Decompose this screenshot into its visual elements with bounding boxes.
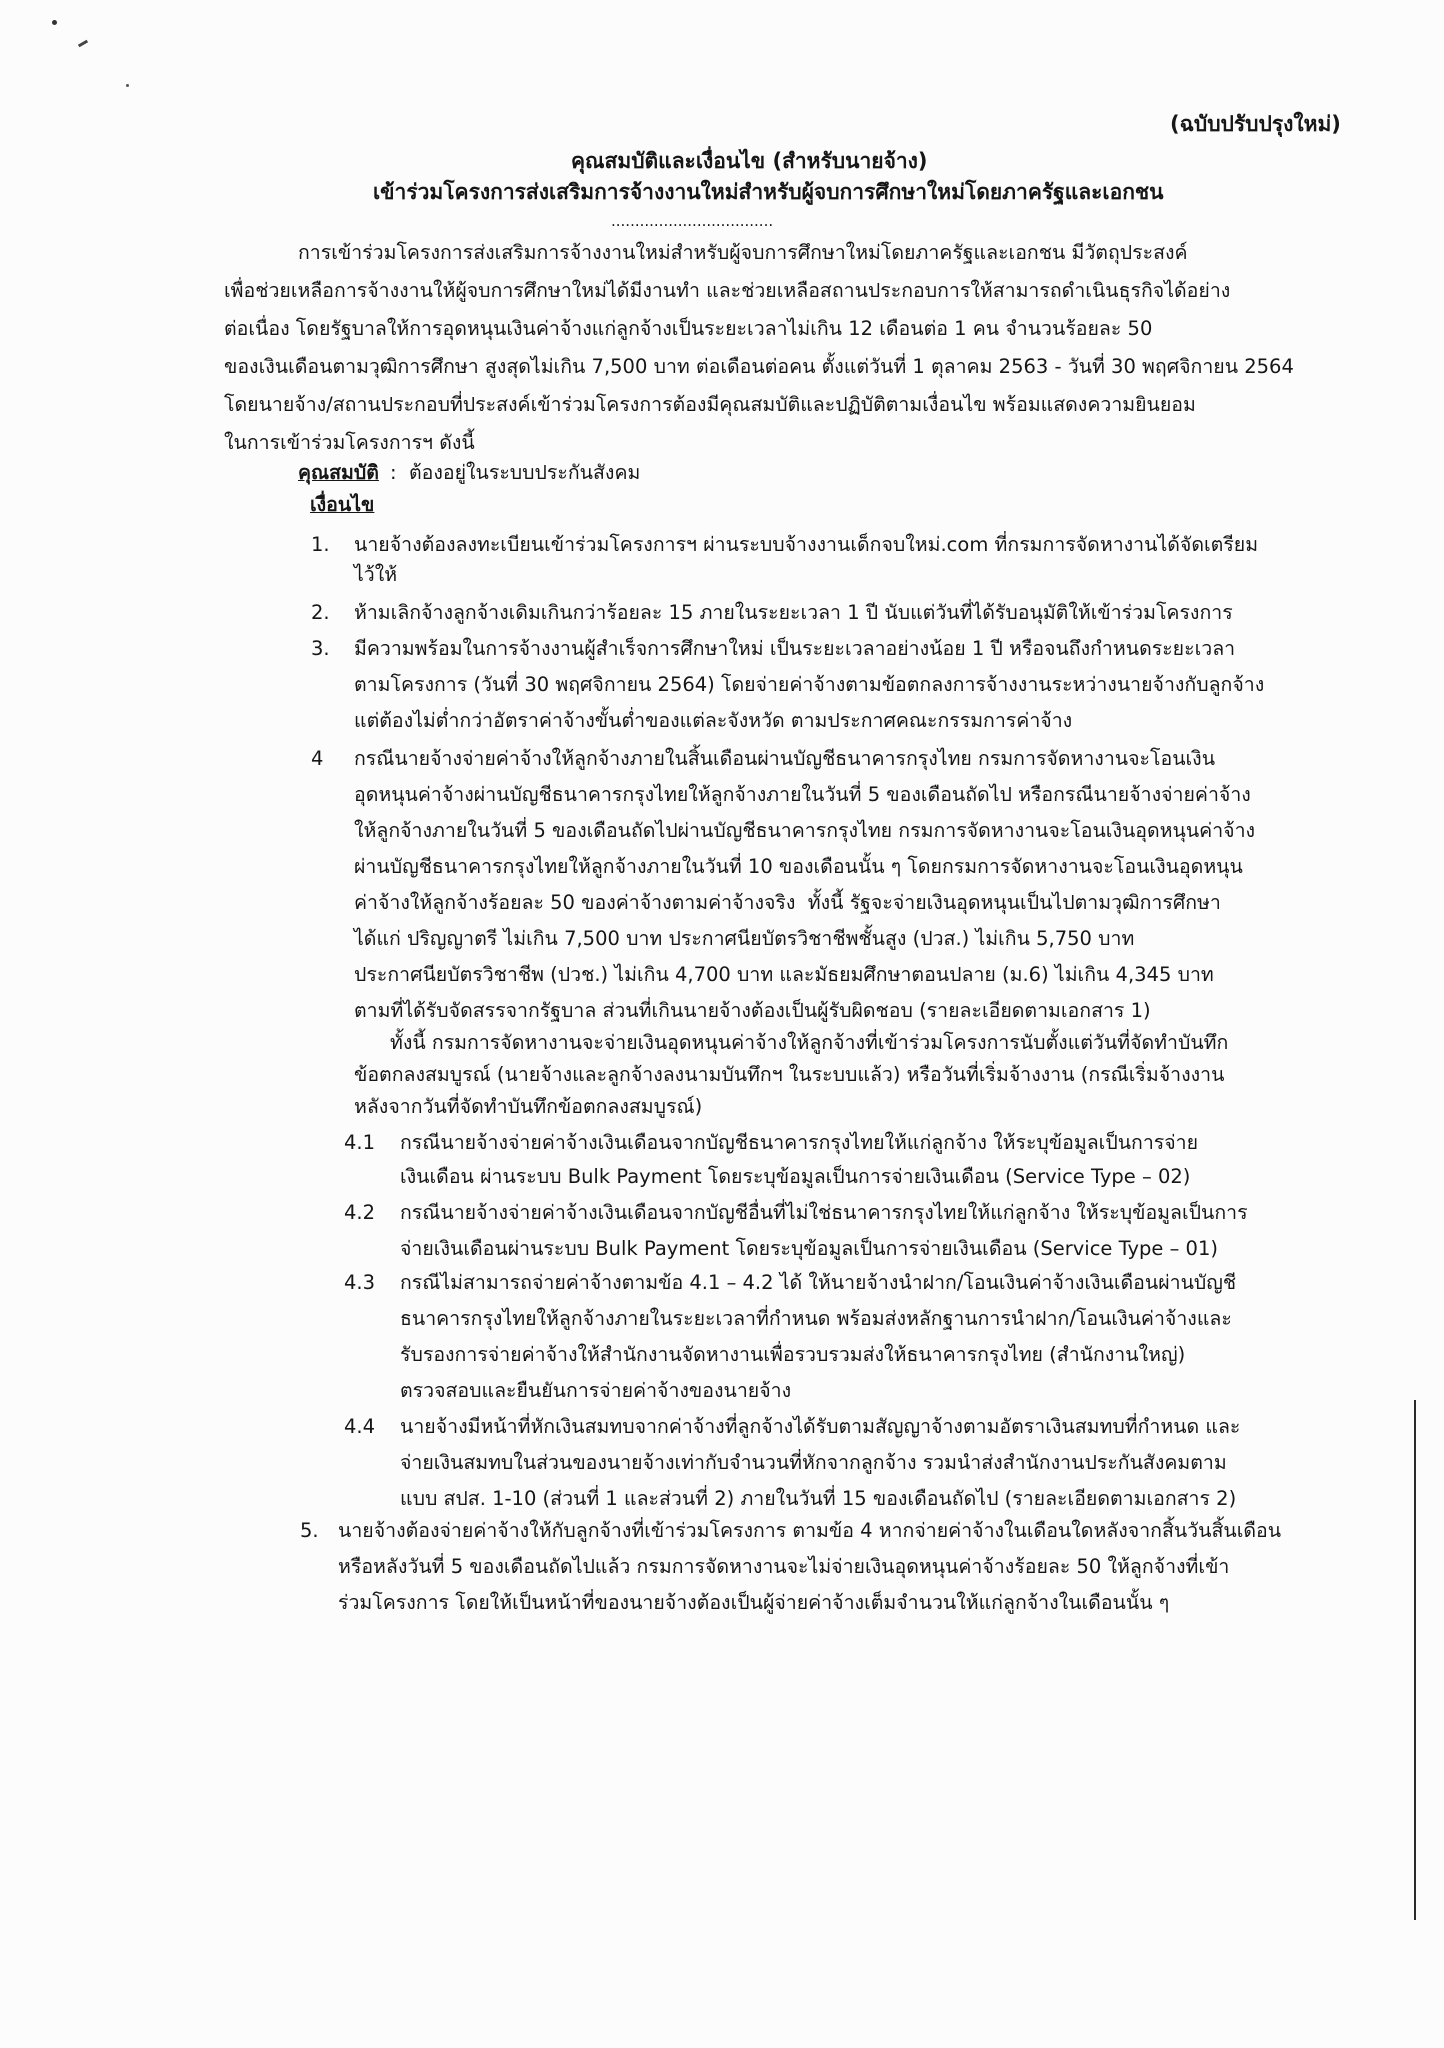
scan-speck [126,84,129,87]
subitem-line: จ่ายเงินสมทบในส่วนของนายจ้างเท่ากับจำนวนที่หักจากลูกจ้าง รวมนำส่งสำนักงานประกันสังคมตาม [400,1451,1227,1474]
note-line: หลังจากวันที่จัดทำบันทึกข้อตกลงสมบูรณ์) [354,1095,703,1118]
item-number: 3. [311,637,330,660]
item-line: ห้ามเลิกจ้างลูกจ้างเดิมเกินกว่าร้อยละ 15 ภายในระยะเวลา 1 ปี นับแต่วันที่ได้รับอนุมัติให้เข้าร่วมโครงการ [354,601,1233,624]
item-line: หรือหลังวันที่ 5 ของเดือนถัดไปแล้ว กรมการจัดหางานจะไม่จ่ายเงินอุดหนุนค่าจ้างร้อยละ 50 ให้ลูกจ้างที่เข้า [338,1555,1230,1578]
item-number: 5. [300,1519,319,1542]
version-tag: (ฉบับปรับปรุงใหม่) [1170,112,1341,136]
subitem-line: แบบ สปส. 1-10 (ส่วนที่ 1 และส่วนที่ 2) ภายในวันที่ 15 ของเดือนถัดไป (รายละเอียดตามเอกสาร 2) [400,1487,1237,1510]
item-line: ผ่านบัญชีธนาคารกรุงไทยให้ลูกจ้างภายในวันที่ 10 ของเดือนนั้น ๆ โดยกรมการจัดหางานจะโอนเงินอุดหนุน [354,855,1243,878]
subitem-line: กรณีนายจ้างจ่ายค่าจ้างเงินเดือนจากบัญชีอื่นที่ไม่ใช่ธนาคารกรุงไทยให้แก่ลูกจ้าง ให้ระบุข้อมูลเป็นการ [400,1201,1248,1224]
item-line: ร่วมโครงการ โดยให้เป็นหน้าที่ของนายจ้างต้องเป็นผู้จ่ายค่าจ้างเต็มจำนวนให้แก่ลูกจ้างในเดือนนั้น ๆ [338,1591,1170,1614]
subitem-line: เงินเดือน ผ่านระบบ Bulk Payment โดยระบุข้อมูลเป็นการจ่ายเงินเดือน (Service Type – 02) [400,1165,1191,1188]
item-line: อุดหนุนค่าจ้างผ่านบัญชีธนาคารกรุงไทยให้ลูกจ้างภายในวันที่ 5 ของเดือนถัดไป หรือกรณีนายจ้างจ่ายค่าจ้าง [354,783,1251,806]
title-line-1: คุณสมบัติและเงื่อนไข (สำหรับนายจ้าง) [571,149,928,173]
note-line: ทั้งนี้ กรมการจัดหางานจะจ่ายเงินอุดหนุนค่าจ้างให้ลูกจ้างที่เข้าร่วมโครงการนับตั้งแต่วันที่จัดทำบันทึก [390,1031,1229,1054]
intro-line: การเข้าร่วมโครงการส่งเสริมการจ้างงานใหม่สำหรับผู้จบการศึกษาใหม่โดยภาครัฐและเอกชน มีวัตถุประสงค์ [298,241,1188,264]
item-line: ตามโครงการ (วันที่ 30 พฤศจิกายน 2564) โดยจ่ายค่าจ้างตามข้อตกลงการจ้างงานระหว่างนายจ้างกับลูกจ้าง [354,673,1265,696]
subitem-number: 4.1 [344,1131,376,1154]
title-line-2: เข้าร่วมโครงการส่งเสริมการจ้างงานใหม่สำหรับผู้จบการศึกษาใหม่โดยภาครัฐและเอกชน [373,180,1164,204]
item-line: ไว้ให้ [354,563,398,586]
subitem-number: 4.4 [344,1415,376,1438]
item-number: 2. [311,601,330,624]
subitem-number: 4.3 [344,1271,376,1294]
separator: .................................. [611,212,774,230]
scan-speck [52,20,57,25]
item-line: ค่าจ้างให้ลูกจ้างร้อยละ 50 ของค่าจ้างตามค่าจ้างจริง ทั้งนี้ รัฐจะจ่ายเงินอุดหนุนเป็นไปตามวุฒิการศึกษา [354,891,1221,914]
intro-line: เพื่อช่วยเหลือการจ้างงานให้ผู้จบการศึกษาใหม่ได้มีงานทำ และช่วยเหลือสถานประกอบการให้สามารถดำเนินธุรกิจได้อย่าง [224,279,1231,302]
item-line: ตามที่ได้รับจัดสรรจากรัฐบาล ส่วนที่เกินนายจ้างต้องเป็นผู้รับผิดชอบ (รายละเอียดตามเอกสาร 1) [354,999,1151,1022]
item-line: กรณีนายจ้างจ่ายค่าจ้างให้ลูกจ้างภายในสิ้นเดือนผ่านบัญชีธนาคารกรุงไทย กรมการจัดหางานจะโอนเงิน [354,747,1216,770]
item-line: นายจ้างต้องลงทะเบียนเข้าร่วมโครงการฯ ผ่านระบบจ้างงานเด็กจบใหม่.com ที่กรมการจัดหางานได้จัดเตรียม [354,533,1259,556]
subitem-number: 4.2 [344,1201,376,1224]
item-line: ประกาศนียบัตรวิชาชีพ (ปวช.) ไม่เกิน 4,700 บาท และมัธยมศึกษาตอนปลาย (ม.6) ไม่เกิน 4,345 บาท [354,963,1214,986]
item-number: 1. [311,533,330,556]
scan-speck [78,40,88,48]
intro-line: ต่อเนื่อง โดยรัฐบาลให้การอุดหนุนเงินค่าจ้างแก่ลูกจ้างเป็นระยะเวลาไม่เกิน 12 เดือนต่อ 1 คน จำนวนร้อยละ 50 [224,317,1153,340]
scan-edge-line [1414,1400,1416,1920]
qualification-text: : ต้องอยู่ในระบบประกันสังคม [390,461,641,484]
conditions-label: เงื่อนไข [310,493,375,516]
subitem-line: จ่ายเงินเดือนผ่านระบบ Bulk Payment โดยระบุข้อมูลเป็นการจ่ายเงินเดือน (Service Type – 01) [400,1237,1218,1260]
item-line: นายจ้างต้องจ่ายค่าจ้างให้กับลูกจ้างที่เข้าร่วมโครงการ ตามข้อ 4 หากจ่ายค่าจ้างในเดือนใดหลังจากสิ้นวันสิ้นเดือน [338,1519,1282,1542]
item-line: มีความพร้อมในการจ้างงานผู้สำเร็จการศึกษาใหม่ เป็นระยะเวลาอย่างน้อย 1 ปี หรือจนถึงกำหนดระยะเวลา [354,637,1236,660]
subitem-line: นายจ้างมีหน้าที่หักเงินสมทบจากค่าจ้างที่ลูกจ้างได้รับตามสัญญาจ้างตามอัตราเงินสมทบที่กำหนด และ [400,1415,1241,1438]
intro-line: โดยนายจ้าง/สถานประกอบที่ประสงค์เข้าร่วมโครงการต้องมีคุณสมบัติและปฏิบัติตามเงื่อนไข พร้อมแสดงความยินยอม [224,393,1196,416]
intro-line: ของเงินเดือนตามวุฒิการศึกษา สูงสุดไม่เกิน 7,500 บาท ต่อเดือนต่อคน ตั้งแต่วันที่ 1 ตุลาคม 2563 - วันที่ 30 พฤศจิกายน 2564 [224,355,1294,378]
subitem-line: ธนาคารกรุงไทยให้ลูกจ้างภายในระยะเวลาที่กำหนด พร้อมส่งหลักฐานการนำฝาก/โอนเงินค่าจ้างและ [400,1307,1232,1330]
note-line: ข้อตกลงสมบูรณ์ (นายจ้างและลูกจ้างลงนามบันทึกฯ ในระบบแล้ว) หรือวันที่เริ่มจ้างงาน (กรณีเริ่มจ้างงาน [354,1063,1225,1086]
item-line: ให้ลูกจ้างภายในวันที่ 5 ของเดือนถัดไปผ่านบัญชีธนาคารกรุงไทย กรมการจัดหางานจะโอนเงินอุดหนุนค่าจ้าง [354,819,1256,842]
subitem-line: กรณีไม่สามารถจ่ายค่าจ้างตามข้อ 4.1 – 4.2 ได้ ให้นายจ้างนำฝาก/โอนเงินค่าจ้างเงินเดือนผ่านบัญชี [400,1271,1237,1294]
intro-line: ในการเข้าร่วมโครงการฯ ดังนี้ [224,431,475,454]
subitem-line: ตรวจสอบและยืนยันการจ่ายค่าจ้างของนายจ้าง [400,1379,792,1402]
subitem-line: กรณีนายจ้างจ่ายค่าจ้างเงินเดือนจากบัญชีธนาคารกรุงไทยให้แก่ลูกจ้าง ให้ระบุข้อมูลเป็นการจ่าย [400,1131,1199,1154]
subitem-line: รับรองการจ่ายค่าจ้างให้สำนักงานจัดหางานเพื่อรวบรวมส่งให้ธนาคารกรุงไทย (สำนักงานใหญ่) [400,1343,1186,1366]
item-number: 4 [311,747,324,770]
qualification-label: คุณสมบัติ [298,461,379,484]
item-line: แต่ต้องไม่ต่ำกว่าอัตราค่าจ้างขั้นต่ำของแต่ละจังหวัด ตามประกาศคณะกรรมการค่าจ้าง [354,709,1073,732]
item-line: ได้แก่ ปริญญาตรี ไม่เกิน 7,500 บาท ประกาศนียบัตรวิชาชีพชั้นสูง (ปวส.) ไม่เกิน 5,750 บาท [354,927,1135,950]
